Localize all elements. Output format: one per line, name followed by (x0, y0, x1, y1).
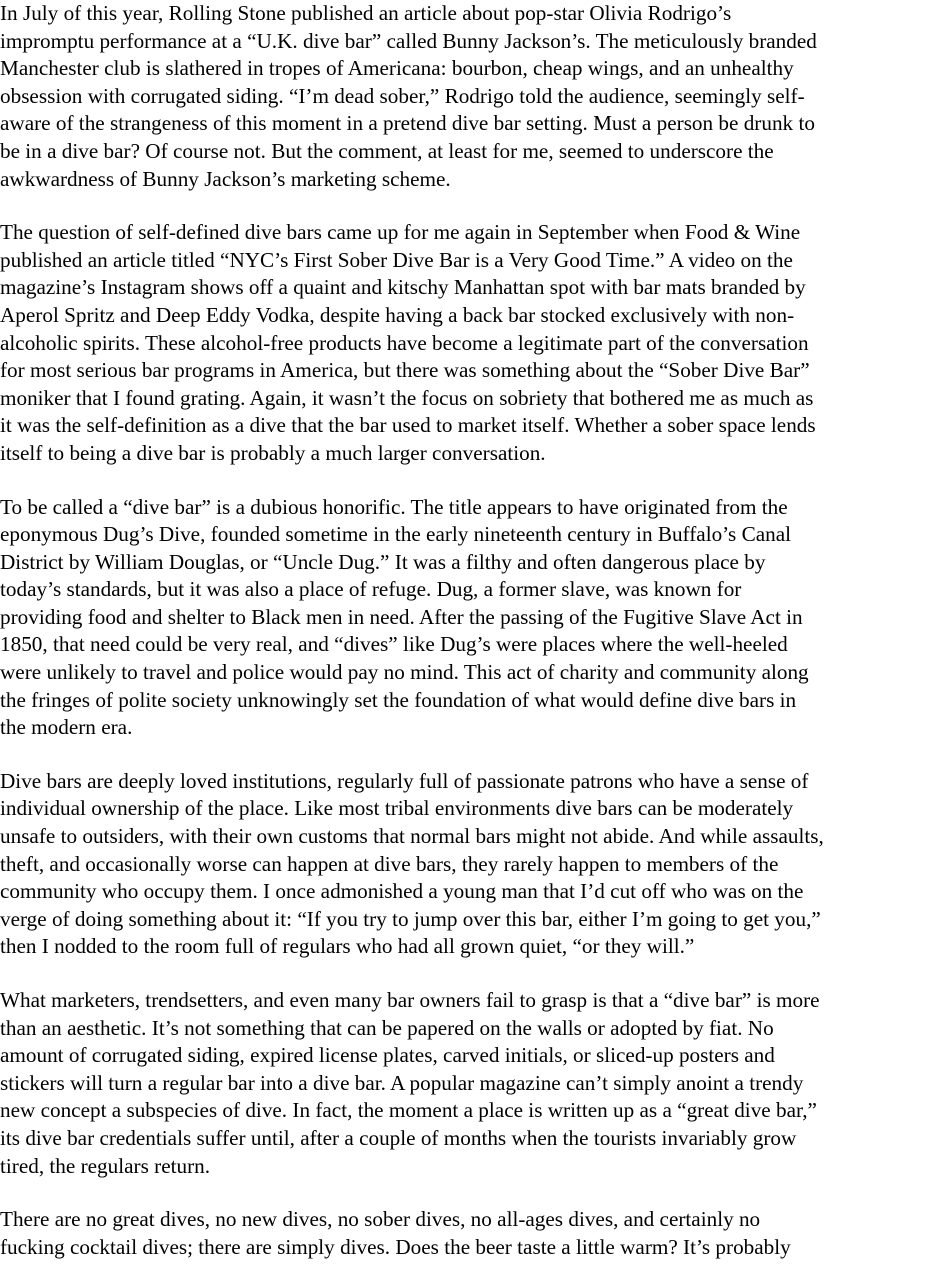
text-line: fucking cocktail dives; there are simply dives. Does the beer taste a little warm? It’s probably (0, 1234, 791, 1259)
text-line: Dive bars are deeply loved institutions, regularly full of passionate patrons who have a sense of (0, 768, 809, 793)
text-line: There are no great dives, no new dives, no sober dives, no all-ages dives, and certainly no (0, 1207, 761, 1232)
paragraph-5 (0, 987, 936, 1180)
text-line: providing food and shelter to Black men in need. After the passing of the Fugitive Slave Act in (0, 604, 803, 629)
text-line: published an article titled “NYC’s First Sober Dive Bar is a Very Good Time.” A video on the (0, 247, 793, 272)
text-line: magazine’s Instagram shows off a quaint and kitschy Manhattan spot with bar mats branded by (0, 275, 806, 300)
text-line: Manchester club is slathered in tropes of Americana: bourbon, cheap wings, and an unhealthy (0, 56, 794, 81)
paragraph-3 (0, 494, 936, 742)
text-line: impromptu performance at a “U.K. dive bar” called Bunny Jackson’s. The meticulously branded (0, 28, 817, 53)
text-line: today’s standards, but it was also a place of refuge. Dug, a former slave, was known for (0, 577, 742, 602)
paragraph-4 (0, 768, 936, 961)
paragraph-1 (0, 0, 936, 193)
paragraph-6 (0, 1206, 936, 1261)
text-line: 1850, that need could be very real, and “dives” like Dug’s were places where the well-heeled (0, 632, 788, 657)
text-line: were unlikely to travel and police would pay no mind. This act of charity and community along (0, 660, 809, 685)
text-line: for most serious bar programs in America, but there was something about the “Sober Dive Bar” (0, 358, 810, 383)
text-line: than an aesthetic. It’s not something that can be papered on the walls or adopted by fiat. No (0, 1015, 774, 1040)
text-line: then I nodded to the room full of regulars who had all grown quiet, “or they will.” (0, 934, 695, 959)
text-line: stickers will turn a regular bar into a dive bar. A popular magazine can’t simply anoint a trendy (0, 1070, 804, 1095)
text-line: tired, the regulars return. (0, 1153, 211, 1178)
text-line: theft, and occasionally worse can happen at dive bars, they rarely happen to members of the (0, 851, 779, 876)
text-line: To be called a “dive bar” is a dubious honorific. The title appears to have originated from the (0, 494, 788, 519)
text-line: moniker that I found grating. Again, it wasn’t the focus on sobriety that bothered me as much as (0, 385, 814, 410)
text-line: individual ownership of the place. Like most tribal environments dive bars can be moderately (0, 796, 794, 821)
text-line: community who occupy them. I once admonished a young man that I’d cut off who was on the (0, 879, 804, 904)
text-line: be in a dive bar? Of course not. But the comment, at least for me, seemed to underscore the (0, 138, 774, 163)
text-line: obsession with corrugated siding. “I’m dead sober,” Rodrigo told the audience, seemingly self- (0, 83, 805, 108)
text-line: District by William Douglas, or “Uncle Dug.” It was a filthy and often dangerous place by (0, 549, 766, 574)
text-line: Aperol Spritz and Deep Eddy Vodka, despite having a back bar stocked exclusively with non- (0, 302, 795, 327)
text-line: unsafe to outsiders, with their own customs that normal bars might not abide. And while assaults, (0, 824, 824, 849)
text-line: The question of self-defined dive bars came up for me again in September when Food & Wine (0, 220, 801, 245)
text-line: amount of corrugated siding, expired license plates, carved initials, or sliced-up posters and (0, 1043, 775, 1068)
paragraph-2 (0, 219, 936, 467)
text-line: alcoholic spirits. These alcohol-free products have become a legitimate part of the conversation (0, 330, 809, 355)
text-line: awkwardness of Bunny Jackson’s marketing scheme. (0, 166, 451, 191)
text-line: eponymous Dug’s Dive, founded sometime in the early nineteenth century in Buffalo’s Canal (0, 522, 792, 547)
text-line: it was the self-definition as a dive that the bar used to market itself. Whether a sober space lends (0, 413, 816, 438)
text-line: its dive bar credentials suffer until, after a couple of months when the tourists invariably grow (0, 1125, 797, 1150)
text-line: aware of the strangeness of this moment in a pretend dive bar setting. Must a person be drunk to (0, 111, 815, 136)
text-line: itself to being a dive bar is probably a much larger conversation. (0, 440, 546, 465)
text-line: In July of this year, Rolling Stone published an article about pop-star Olivia Rodrigo’s (0, 1, 732, 25)
text-line: What marketers, trendsetters, and even many bar owners fail to grasp is that a “dive bar” is more (0, 988, 820, 1012)
text-line: the fringes of polite society unknowingly set the foundation of what would define dive bars in (0, 687, 797, 712)
text-line: verge of doing something about it: “If you try to jump over this bar, either I’m going to get you,” (0, 906, 821, 931)
text-line: new concept a subspecies of dive. In fact, the moment a place is written up as a “great dive bar,” (0, 1098, 817, 1123)
text-line: the modern era. (0, 715, 133, 740)
